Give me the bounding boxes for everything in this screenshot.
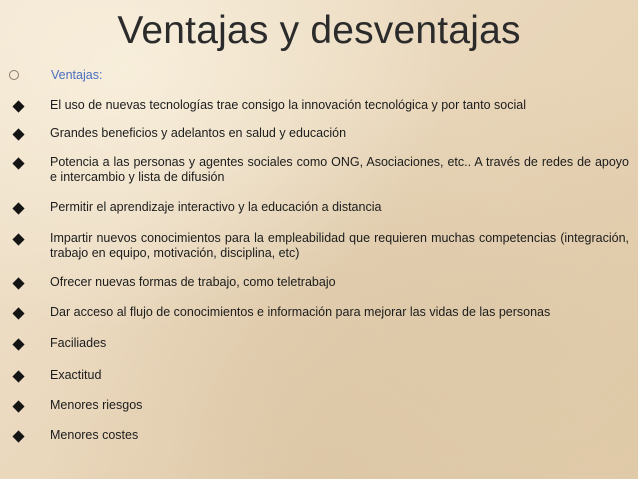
- ring-bullet-icon: [9, 70, 19, 80]
- diamond-bullet-icon: [12, 430, 24, 442]
- diamond-bullet-icon: [12, 233, 24, 245]
- list-item-text: Menores costes: [50, 428, 139, 442]
- list-item-text: Ofrecer nuevas formas de trabajo, como teletrabajo: [50, 275, 336, 289]
- list-item-text: Menores riesgos: [50, 398, 143, 412]
- subheading-label: Ventajas:: [51, 68, 103, 82]
- diamond-bullet-icon: [12, 307, 24, 319]
- diamond-bullet-icon: [12, 400, 24, 412]
- diamond-bullet-icon: [12, 100, 24, 112]
- diamond-bullet-icon: [12, 157, 24, 169]
- list-item-text: Grandes beneficios y adelantos en salud y educación: [50, 126, 347, 140]
- diamond-bullet-icon: [12, 338, 24, 350]
- list-item-text: Potencia a las personas y agentes sociales como ONG, Asociaciones, etc.. A través de redes de apoyo e intercambio y lista de difusión: [50, 155, 629, 184]
- list-item-text: Dar acceso al flujo de conocimientos e información para mejorar las vidas de las personas: [50, 305, 551, 319]
- diamond-bullet-icon: [12, 202, 24, 214]
- slide-title: Ventajas y desventajas: [117, 9, 521, 52]
- diamond-bullet-icon: [12, 370, 24, 382]
- subheading: [6, 66, 102, 84]
- list-item-text: Permitir el aprendizaje interactivo y la educación a distancia: [50, 200, 382, 214]
- list-item-text: Faciliades: [50, 336, 107, 350]
- list-item-text: El uso de nuevas tecnologías trae consigo la innovación tecnológica y por tanto social: [50, 98, 526, 112]
- list-item-text: Exactitud: [50, 368, 102, 382]
- diamond-bullet-icon: [12, 128, 24, 140]
- list-item-text: Impartir nuevos conocimientos para la empleabilidad que requieren muchas competencias (integración, trabajo en equipo, motivación, disciplina, etc): [50, 231, 629, 260]
- diamond-bullet-icon: [12, 277, 24, 289]
